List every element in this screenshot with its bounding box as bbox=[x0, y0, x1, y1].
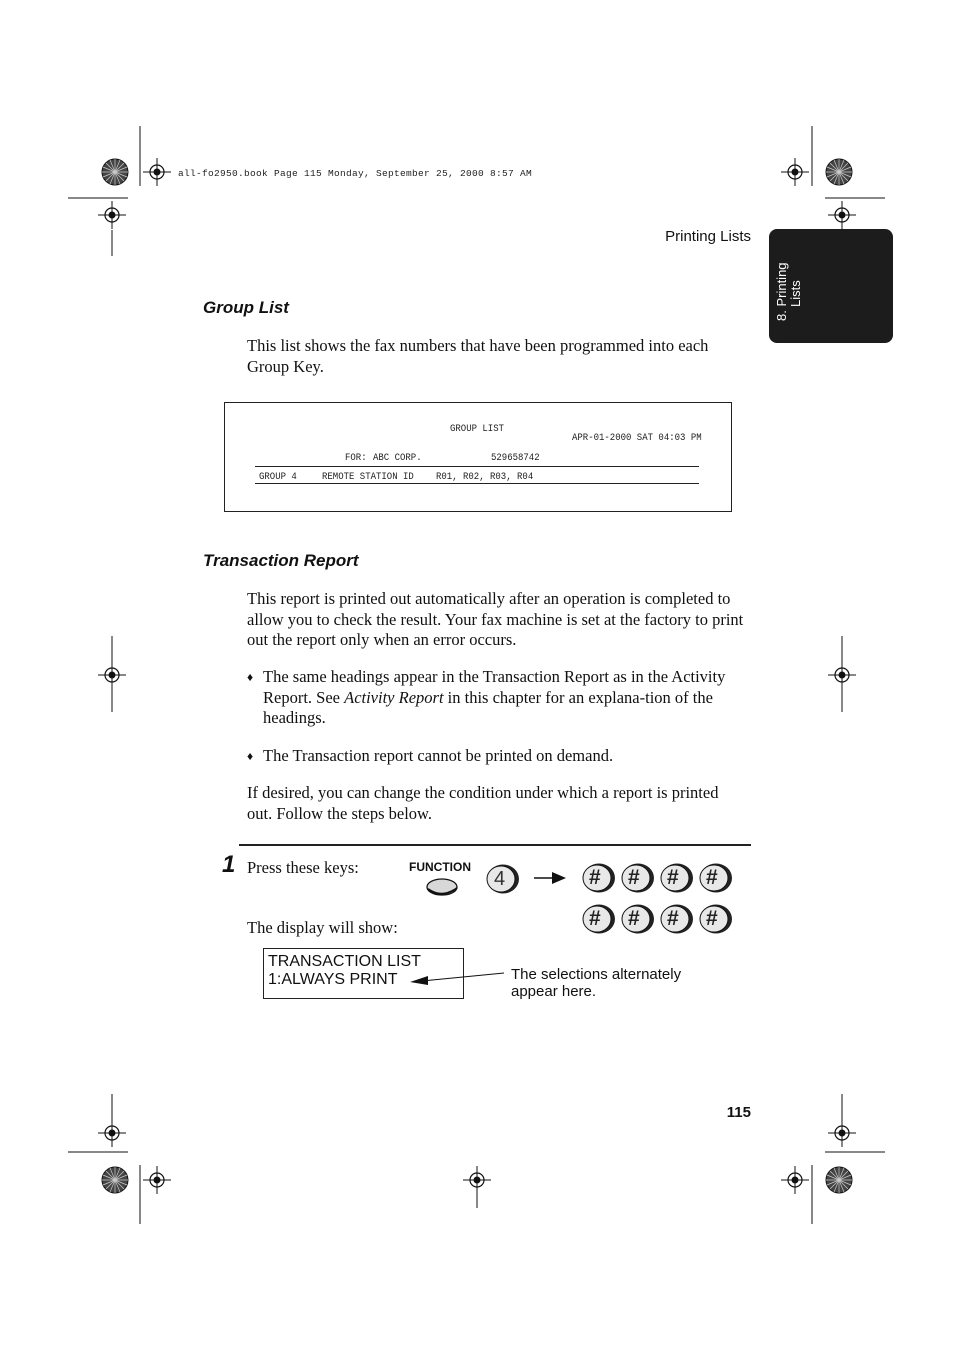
transaction-report-paragraph: This report is printed out automatically after an operation is completed to allow you to check the result. Your fax machine is set at the factory to print out the report only when an error occurs. bbox=[247, 589, 744, 649]
step-number: 1 bbox=[222, 851, 236, 878]
hash-key[interactable] bbox=[659, 903, 692, 933]
page-number: 115 bbox=[726, 1104, 751, 1121]
display-text: The display will show: bbox=[247, 918, 398, 937]
running-header: Printing Lists bbox=[665, 228, 751, 245]
sample-rule-top bbox=[255, 466, 699, 467]
hash-key-label: # bbox=[706, 866, 718, 889]
activity-report-reference: Activity Report bbox=[344, 687, 444, 707]
sample-number: 529658742 bbox=[491, 452, 540, 464]
hash-key-label: # bbox=[589, 866, 601, 889]
bullet-activity-report: The same headings appear in the Transaction Report as in the Activity Report. See Activity Report in this chapter for an explana-tion of the headings. bbox=[263, 667, 726, 727]
key-4[interactable] bbox=[485, 863, 521, 895]
hash-key-label: # bbox=[667, 866, 679, 889]
hash-key[interactable] bbox=[698, 862, 731, 892]
bullet-no-demand: The Transaction report cannot be printed on demand. bbox=[263, 746, 614, 765]
sample-datetime: APR-01-2000 SAT 04:03 PM bbox=[572, 432, 702, 444]
hash-key-label: # bbox=[628, 866, 640, 889]
callout-note: The selections alternately appear here. bbox=[511, 966, 682, 1000]
hash-key[interactable] bbox=[659, 862, 692, 892]
transaction-report-heading: Transaction Report bbox=[203, 551, 359, 570]
chapter-tab bbox=[769, 229, 893, 343]
step-divider bbox=[239, 844, 751, 846]
sample-for-name: ABC CORP. bbox=[373, 452, 422, 464]
hash-key-label: # bbox=[706, 907, 718, 930]
sample-for-label: FOR: bbox=[345, 452, 367, 464]
lcd-line-1: TRANSACTION LIST bbox=[268, 953, 421, 970]
hash-key-label: # bbox=[628, 907, 640, 930]
hash-key-label: # bbox=[667, 907, 679, 930]
hash-key[interactable] bbox=[698, 903, 731, 933]
arrow-right-icon bbox=[534, 870, 568, 886]
sample-rule-bottom bbox=[255, 483, 699, 484]
hash-key[interactable] bbox=[581, 903, 614, 933]
chapter-tab-label: 8. Printing Lists bbox=[774, 262, 803, 321]
closing-paragraph: If desired, you can change the condition under which a report is printed out. Follow the steps below. bbox=[247, 783, 719, 823]
function-key[interactable] bbox=[425, 874, 461, 898]
hash-key[interactable] bbox=[620, 862, 653, 892]
sample-stations: R01, R02, R03, R04 bbox=[436, 471, 534, 483]
sample-title: GROUP LIST bbox=[450, 423, 505, 435]
hash-key[interactable] bbox=[581, 862, 614, 892]
print-info: all-fo2950.book Page 115 Monday, September 25, 2000 8:57 AM bbox=[178, 168, 533, 179]
function-key-label: FUNCTION bbox=[409, 860, 471, 874]
press-keys-text: Press these keys: bbox=[247, 858, 359, 877]
group-list-sample bbox=[224, 402, 732, 512]
key-4-label: 4 bbox=[494, 868, 506, 890]
sample-col-label: REMOTE STATION ID bbox=[322, 471, 414, 483]
bullet-marker: ♦ bbox=[247, 670, 254, 684]
sample-group: GROUP 4 bbox=[259, 471, 297, 483]
group-list-heading: Group List bbox=[203, 298, 289, 317]
group-list-paragraph: This list shows the fax numbers that have been programmed into each Group Key. bbox=[247, 336, 709, 376]
bullet-marker: ♦ bbox=[247, 749, 254, 763]
callout-arrow-icon bbox=[408, 970, 508, 990]
lcd-line-2: 1:ALWAYS PRINT bbox=[268, 971, 398, 988]
hash-key[interactable] bbox=[620, 903, 653, 933]
hash-key-label: # bbox=[589, 907, 601, 930]
